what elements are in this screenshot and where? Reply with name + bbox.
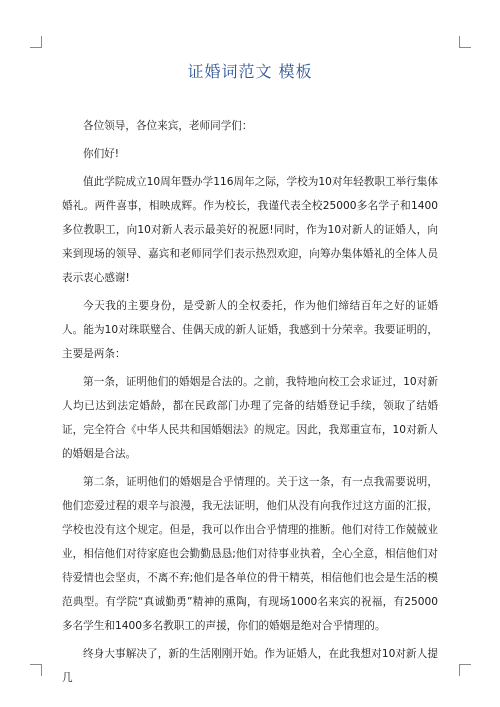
document-title: 证婚词范文 模板 — [187, 62, 313, 81]
paragraph-closing: 终身大事解决了，新的生活刚刚开始。作为证婚人，在此我想对10对新人提几 — [62, 648, 438, 684]
crop-mark-top-left — [30, 36, 42, 48]
paragraph-hello: 你们好! — [83, 148, 120, 160]
crop-mark-bottom-left — [30, 664, 42, 676]
paragraph-occasion: 值此学院成立10周年暨办学116周年之际，学校为10对年轻教职工举行集体婚礼。两件喜事，相映成辉。作为校长，我谨代表全校25000多名学子和1400多位教职工，向10对新人表示最美好的祝愿!同时，作为10对新人的证婚人，向来到现场的领导、嘉宾和老师同学们表示热烈欢迎，向筹办集体婚礼的全体人员表示衷心感谢! — [62, 176, 438, 284]
document-body — [62, 114, 438, 694]
crop-mark-bottom-right — [459, 664, 471, 676]
paragraph-second-point: 第二条，证明他们的婚姻是合乎情理的。关于这一条，有一点我需要说明，他们恋爱过程的艰辛与浪漫，我无法证明，他们从没有向我作过这方面的汇报，学校也没有这个规定。但是，我可以作出合乎情理的推断。他们对待工作兢兢业业，相信他们对待家庭也会勤勤恳恳;他们对待事业执着，全心全意，相信他们对待爱情也会坚贞，不离不弃;他们是各单位的骨干精英，相信他们也会是生活的模范典型。有学院“真诚勤勇”精神的熏陶，有现场1000名来宾的祝福，有25000多名学生和1400多名教职工的声援，你们的婚姻是绝对合乎情理的。 — [62, 476, 438, 632]
paragraph-first-point: 第一条，证明他们的婚姻是合法的。之前，我特地向校工会求证过，10对新人均已达到法定婚龄，都在民政部门办理了完备的结婚登记手续，领取了结婚证，完全符合《中华人民共和国婚姻法》的规定。因此，我郑重宣布，10对新人的婚姻是合法。 — [62, 376, 438, 460]
paragraph-greeting: 各位领导，各位来宾，老师同学们： — [83, 120, 253, 132]
crop-mark-top-right — [459, 36, 471, 48]
paragraph-role: 今天我的主要身份，是受新人的全权委托，作为他们缔结百年之好的证婚人。能为10对珠联璧合、佳偶天成的新人证婚，我感到十分荣幸。我要证明的，主要是两条： — [62, 300, 438, 360]
